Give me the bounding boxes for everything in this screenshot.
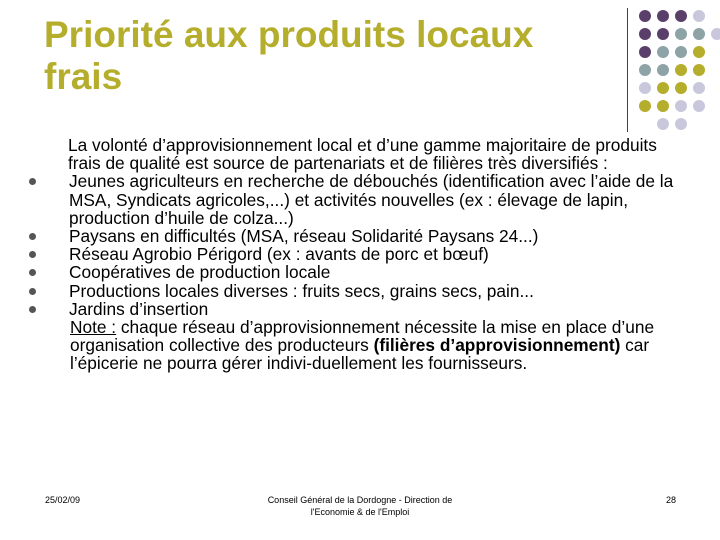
slide-title-line1: Priorité aux produits locaux [44, 14, 534, 55]
footer-date: 25/02/09 [45, 495, 81, 505]
bullet-dot-icon [29, 233, 36, 240]
footer-org-line2: l'Economie & de l'Emploi [310, 507, 410, 517]
list-item-text: Paysans en difficultés (MSA, réseau Solidarité Paysans 24...) [69, 226, 539, 247]
note-bold-text: (filières d’approvisionnement) [373, 335, 621, 356]
bullet-dot-icon [29, 306, 36, 313]
list-item-text: Productions locales diverses : fruits secs, grains secs, pain... [69, 280, 534, 301]
decorative-dot-grid [620, 8, 720, 138]
list-item [50, 282, 680, 300]
list-item [50, 245, 680, 263]
note-text-part1: chaque réseau d’approvisionnement nécessite la mise en place d’une organisation collective des producteurs [70, 317, 655, 356]
note-text-part2: car l’épicerie ne pourra gérer indivi-duellement les fournisseurs. [70, 335, 650, 374]
footer-page-number: 28 [665, 495, 676, 505]
list-item [50, 227, 680, 245]
bullet-dot-icon [29, 251, 36, 258]
list-item-text: Jeunes agriculteurs en recherche de débouchés (identification avec l’aide de la MSA, Syndicats agricoles,...) et activités nouvelles (ex : élevage de lapin, production d’huile de colza...) [69, 171, 674, 228]
list-item-text: Coopératives de production locale [69, 262, 331, 283]
list-item-text: Réseau Agrobio Périgord (ex : avants de porc et bœuf) [69, 244, 489, 265]
slide-title-line2: frais [44, 56, 123, 97]
bullet-dot-icon [29, 269, 36, 276]
bullet-list [50, 172, 680, 318]
list-item [50, 263, 680, 281]
footer-organization [250, 494, 470, 518]
list-item [50, 172, 680, 227]
note-label: Note : [70, 317, 117, 338]
list-item [50, 300, 680, 318]
intro-paragraph: La volonté d’approvisionnement local et d’une gamme majoritaire de produits frais de qualité est source de partenariats et de filières très diversifiés : [68, 135, 657, 174]
list-item-text: Jardins d’insertion [69, 298, 209, 319]
slide-title [44, 14, 604, 98]
bullet-dot-icon [29, 288, 36, 295]
slide-body [50, 136, 680, 373]
bullet-dot-icon [29, 178, 36, 185]
footer-org-line1: Conseil Général de la Dordogne - Direction de [267, 495, 453, 505]
note-paragraph [50, 318, 680, 373]
